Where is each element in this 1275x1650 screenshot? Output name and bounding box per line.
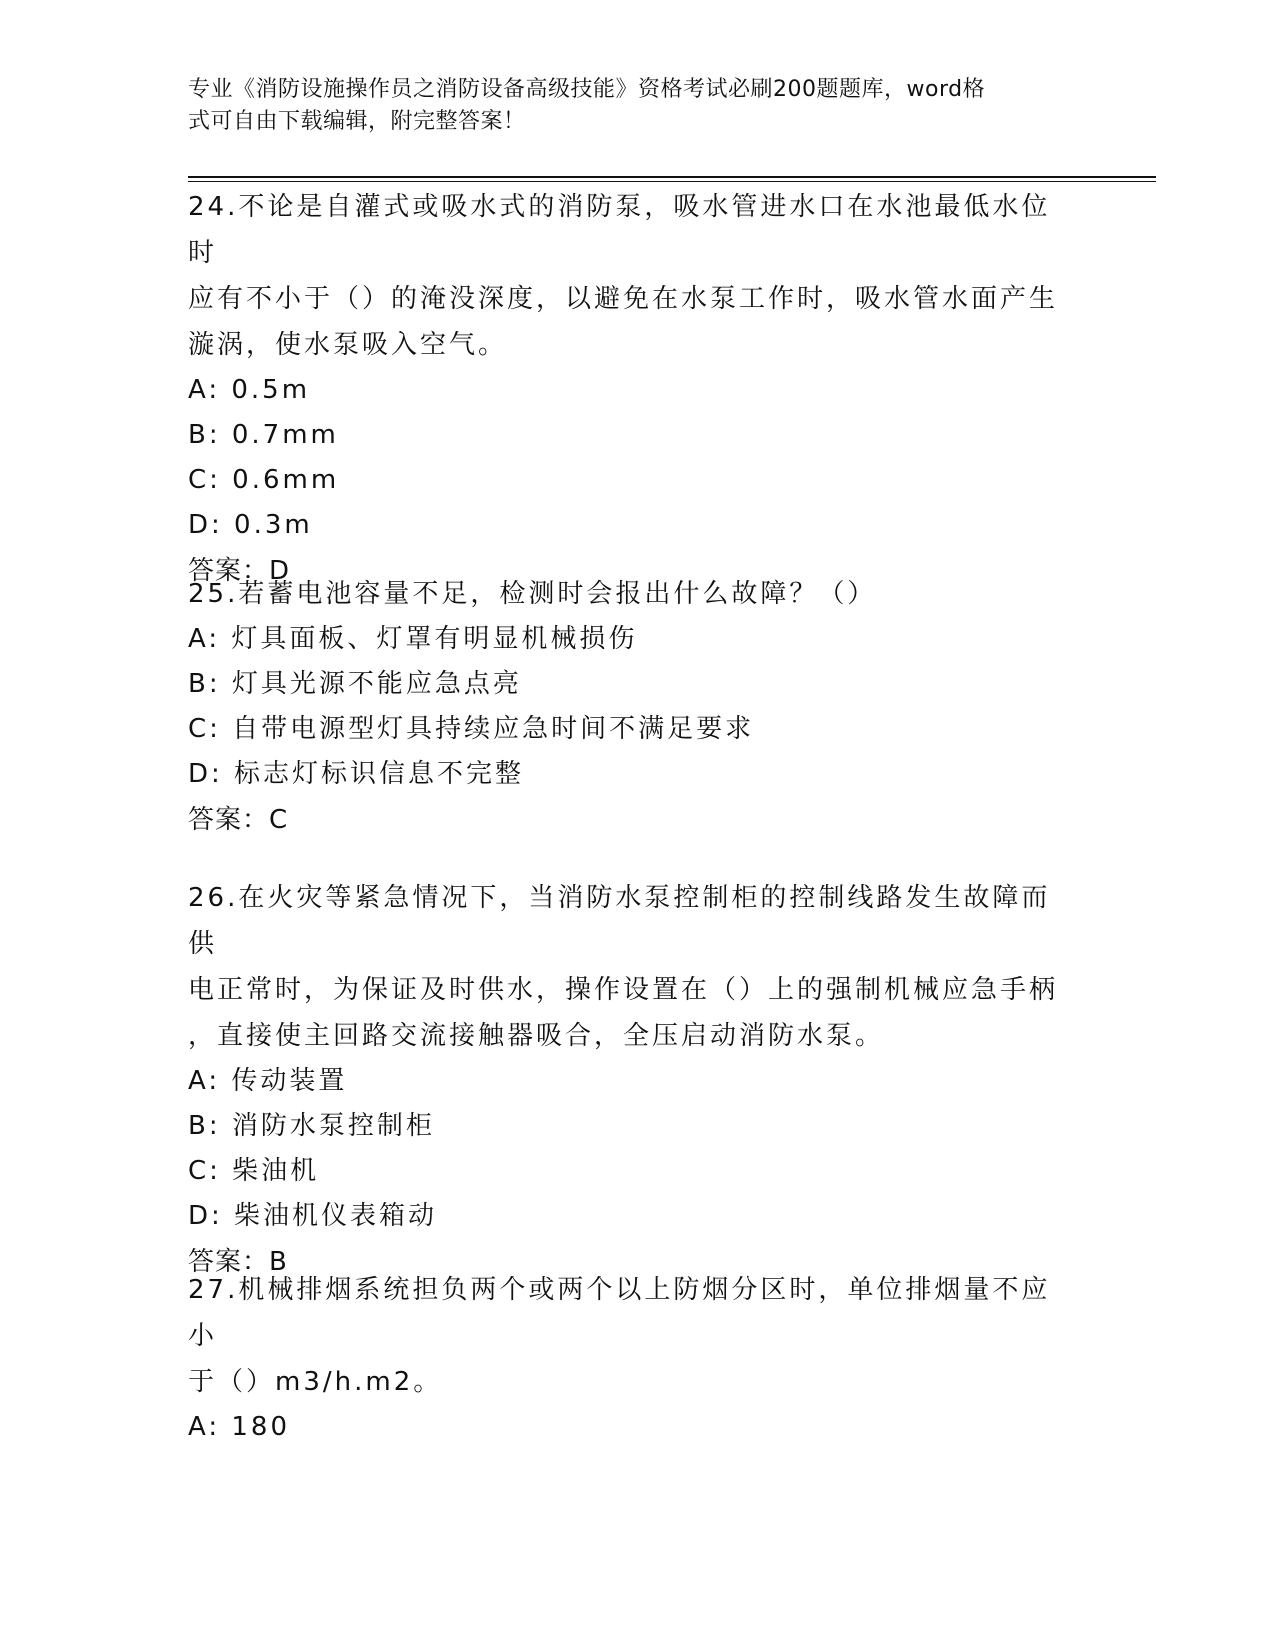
option-c: C: 自带电源型灯具持续应急时间不满足要求 bbox=[188, 714, 755, 744]
answer-label: 答案： bbox=[188, 556, 270, 586]
header-line-2: 式可自由下载编辑，附完整答案！ bbox=[188, 109, 526, 134]
option-c: C: 柴油机 bbox=[188, 1156, 320, 1186]
question-25 bbox=[188, 571, 1078, 843]
option-c: C: 0.6mm bbox=[188, 465, 340, 495]
question-stem-line: 漩涡，使水泵吸入空气。 bbox=[188, 330, 508, 360]
option-a: A: 0.5m bbox=[188, 375, 311, 405]
question-stem-line: 应有不小于（）的淹没深度，以避免在水泵工作时，吸水管水面产生 bbox=[188, 284, 1059, 314]
question-stem-line: 27.机械排烟系统担负两个或两个以上防烟分区时，单位排烟量不应小 bbox=[188, 1275, 1051, 1351]
question-stem-line: 24.不论是自灌式或吸水式的消防泵，吸水管进水口在水池最低水位时 bbox=[188, 192, 1051, 268]
question-stem-line: 电正常时，为保证及时供水，操作设置在（）上的强制机械应急手柄 bbox=[188, 975, 1059, 1005]
option-b: B: 消防水泵控制柜 bbox=[188, 1111, 435, 1141]
answer-line bbox=[188, 797, 1078, 843]
answer-label: 答案： bbox=[188, 1247, 270, 1277]
answer-value: B bbox=[269, 1247, 288, 1277]
option-d: D: 标志灯标识信息不完整 bbox=[188, 759, 525, 789]
question-stem-line: 于（）m3/h.m2。 bbox=[188, 1367, 443, 1397]
header-divider-thick bbox=[188, 176, 1156, 178]
question-26 bbox=[188, 875, 1078, 1285]
header-divider-thin bbox=[188, 181, 1156, 182]
document-header bbox=[188, 74, 1088, 138]
question-stem-line: 25.若蓄电池容量不足，检测时会报出什么故障？（） bbox=[188, 579, 877, 609]
option-a: A: 180 bbox=[188, 1412, 290, 1442]
option-d: D: 柴油机仪表箱动 bbox=[188, 1201, 438, 1231]
question-stem-line: 26.在火灾等紧急情况下，当消防水泵控制柜的控制线路发生故障而供 bbox=[188, 883, 1051, 959]
option-a: A: 传动装置 bbox=[188, 1066, 348, 1096]
option-d: D: 0.3m bbox=[188, 510, 313, 540]
option-a: A: 灯具面板、灯罩有明显机械损伤 bbox=[188, 624, 638, 654]
answer-value: C bbox=[269, 805, 289, 835]
header-line-1: 专业《消防设施操作员之消防设备高级技能》资格考试必刷200题题库，word格 bbox=[188, 77, 986, 102]
question-27 bbox=[188, 1267, 1078, 1450]
question-stem-line: ，直接使主回路交流接触器吸合，全压启动消防水泵。 bbox=[188, 1021, 885, 1051]
option-b: B: 灯具光源不能应急点亮 bbox=[188, 669, 522, 699]
option-b: B: 0.7mm bbox=[188, 420, 339, 450]
answer-label: 答案： bbox=[188, 805, 270, 835]
answer-value: D bbox=[269, 556, 291, 586]
question-24 bbox=[188, 184, 1078, 594]
